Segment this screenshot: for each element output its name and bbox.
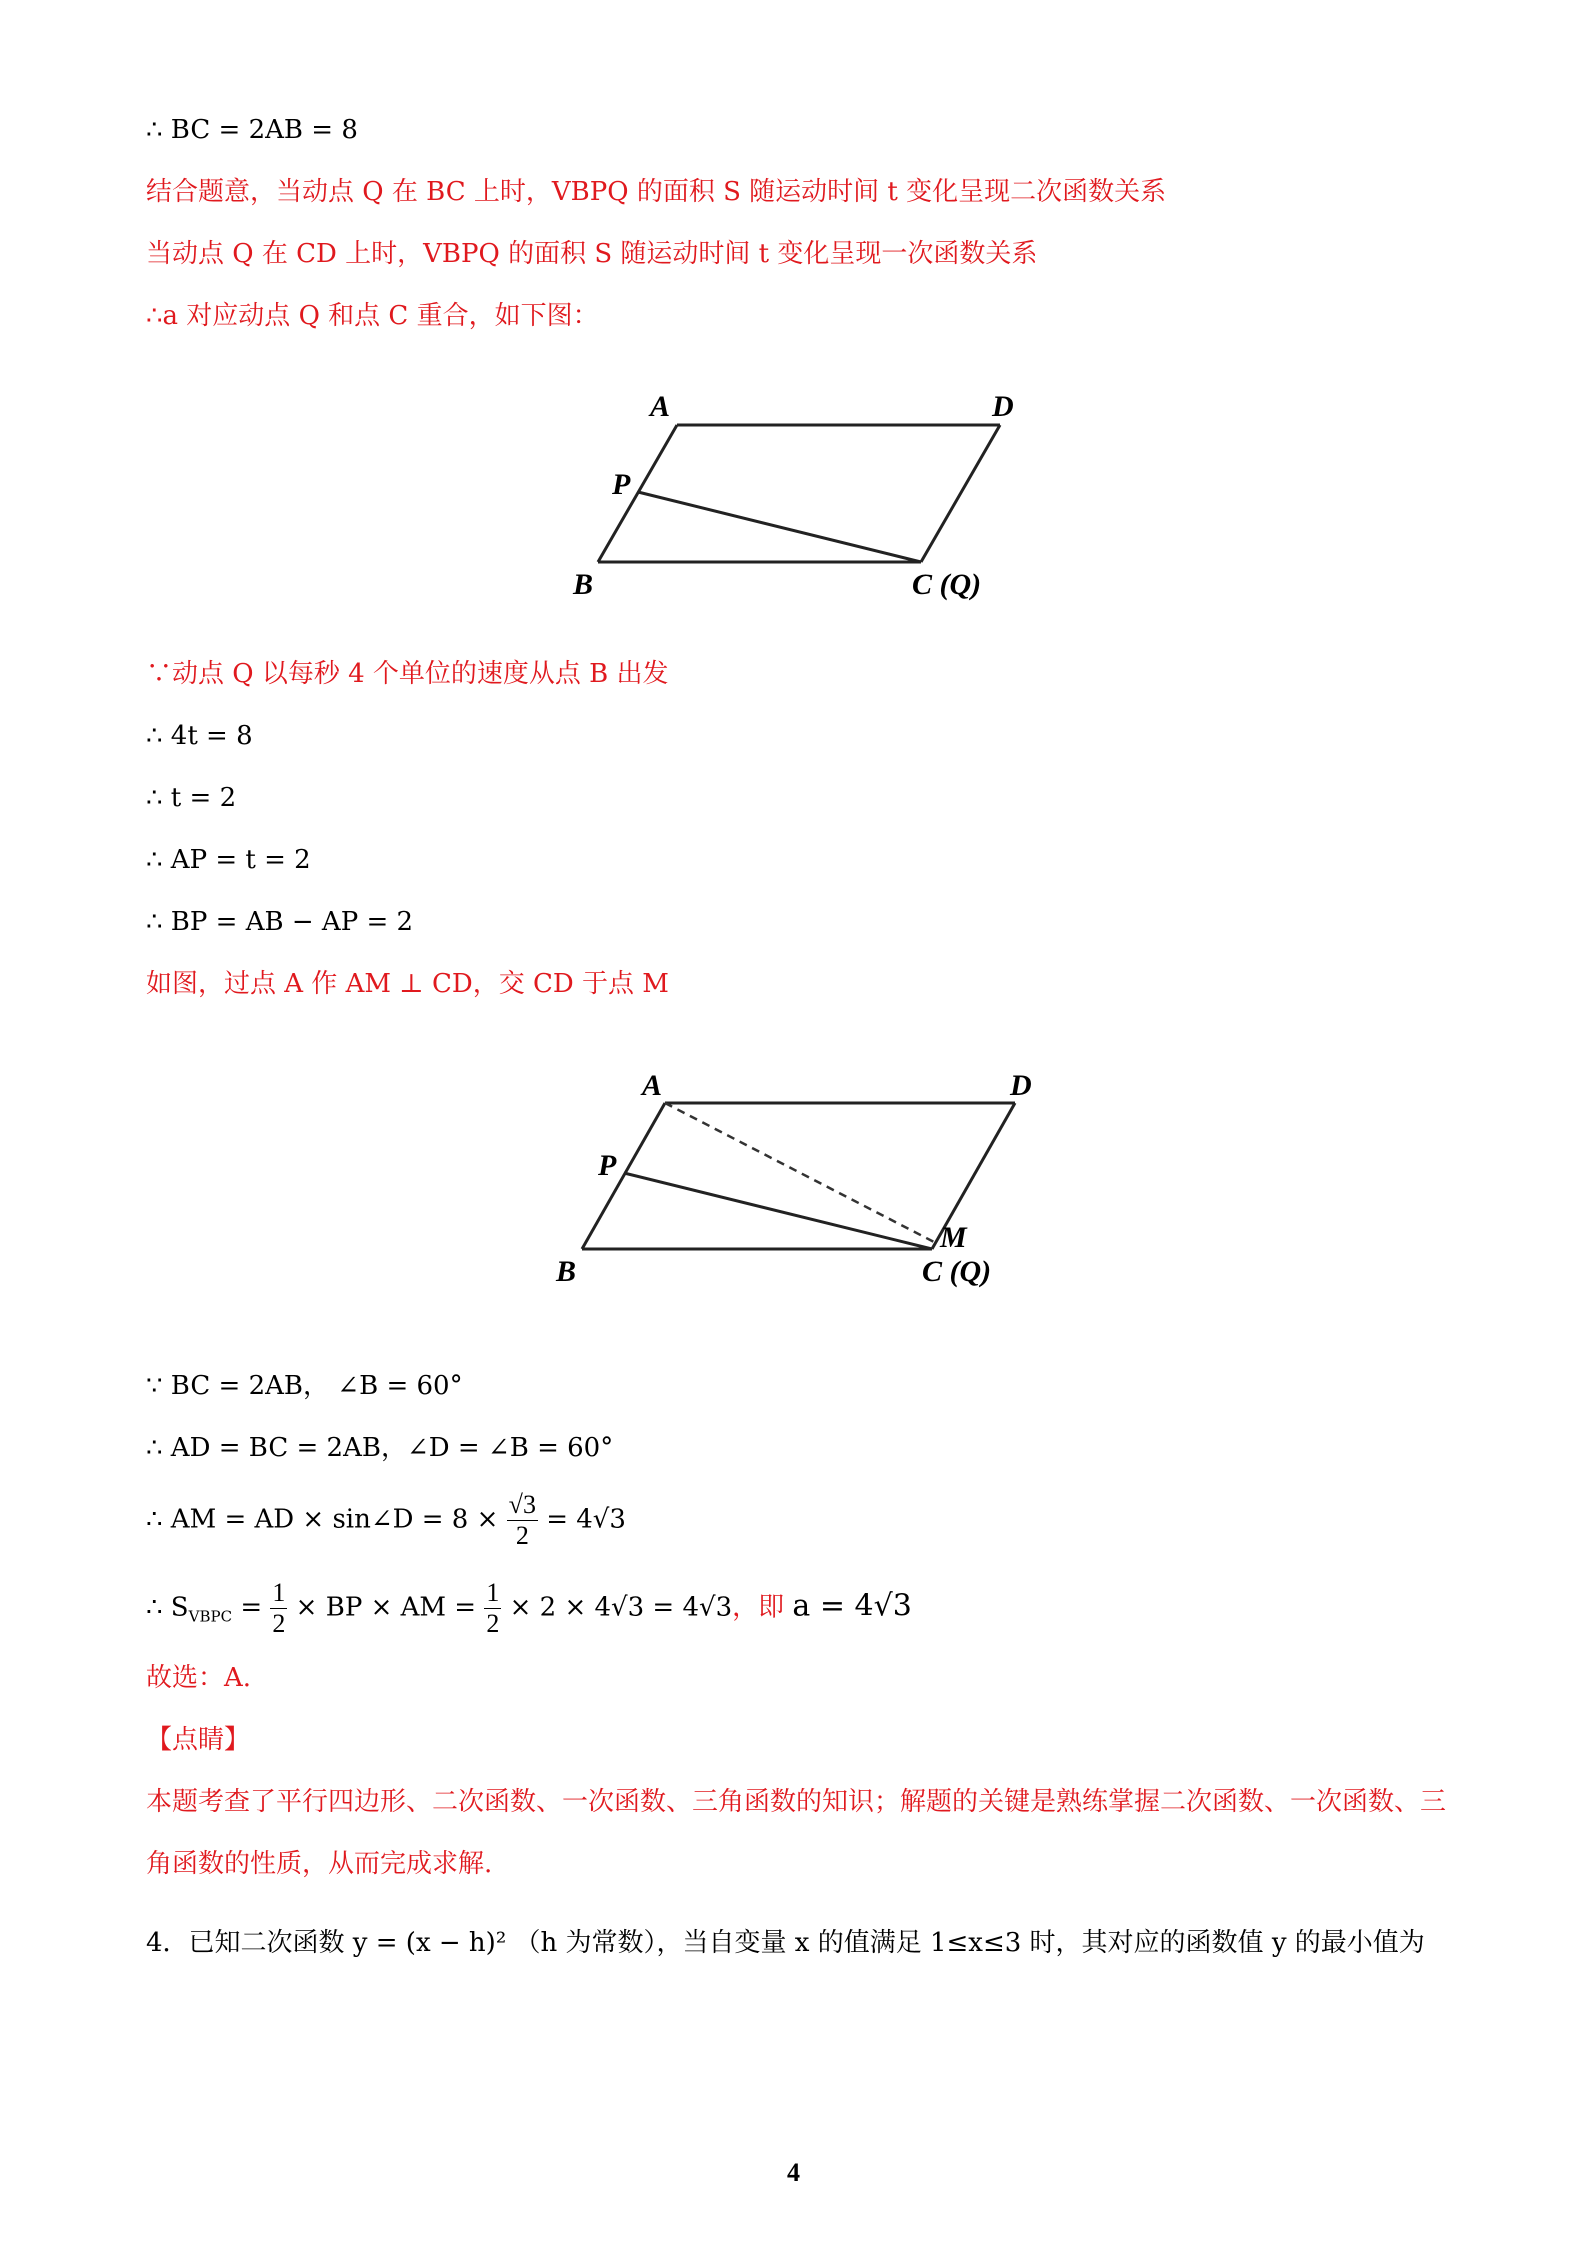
line-answer-choice: 故选：A.	[146, 1663, 252, 1693]
label-cq: C (Q)	[912, 568, 982, 601]
line-ad-angle-d: ∴ AD = BC = 2AB，∠D = ∠B = 60°	[146, 1433, 614, 1463]
line-draw-am: 如图，过点 A 作 AM ⊥ CD，交 CD 于点 M	[146, 969, 669, 999]
fraction-one-half-a	[270, 1578, 287, 1639]
edge-ab	[582, 1103, 665, 1249]
label-b: B	[556, 1255, 577, 1288]
label-p: P	[612, 468, 631, 501]
label-d: D	[992, 390, 1014, 423]
line-am-value	[146, 1490, 626, 1551]
label-d: D	[1010, 1069, 1032, 1102]
label-b: B	[573, 568, 594, 601]
line-4t-8: ∴ 4t = 8	[146, 721, 253, 751]
segment-am-dashed	[665, 1103, 936, 1243]
line-q-on-bc: 结合题意，当动点 Q 在 BC 上时，VBPQ 的面积 S 随运动时间 t 变化呈现二次函数关系	[146, 177, 1167, 207]
question-4-text: 4．已知二次函数 y = (x − h)² （h 为常数），当自变量 x 的值满足 1≤x≤3 时，其对应的函数值 y 的最小值为	[146, 1928, 1425, 1958]
parallelogram-figure-2	[550, 1055, 1040, 1295]
area-end: × 2 × 4√3 = 4√3	[509, 1592, 733, 1623]
fraction-denominator: 2	[272, 1609, 286, 1638]
am-result: = 4√3	[546, 1504, 626, 1535]
label-a: A	[642, 1069, 663, 1102]
area-red-connector: ，即	[732, 1592, 785, 1623]
label-a: A	[650, 390, 671, 423]
parallelogram-figure-1	[560, 380, 1040, 610]
area-answer: a = 4√3	[792, 1588, 912, 1624]
label-cq: C (Q)	[922, 1255, 992, 1288]
fraction-numerator: 1	[272, 1578, 286, 1607]
area-mid: × BP × AM =	[295, 1592, 477, 1623]
line-bc-equals-2ab: ∴ BC = 2AB = 8	[146, 115, 358, 145]
line-q-on-cd: 当动点 Q 在 CD 上时，VBPQ 的面积 S 随运动时间 t 变化呈现一次函数关系	[146, 239, 1038, 269]
segment-pc	[624, 1173, 932, 1249]
am-prefix: ∴ AM = AD × sin∠D = 8 ×	[146, 1504, 499, 1535]
label-m: M	[940, 1221, 967, 1254]
line-bp-2: ∴ BP = AB − AP = 2	[146, 907, 414, 937]
fraction-denominator: 2	[515, 1521, 529, 1550]
label-p: P	[598, 1149, 617, 1182]
fraction-one-half-b	[484, 1578, 501, 1639]
line-dianjing-heading: 【点睛】	[146, 1725, 251, 1755]
area-eq: =	[240, 1592, 263, 1623]
fraction-sqrt3-over-2	[507, 1490, 538, 1551]
fraction-numerator: 1	[486, 1578, 500, 1607]
edge-ab	[598, 425, 677, 562]
page-number: 4	[787, 2158, 800, 2187]
line-t-2: ∴ t = 2	[146, 783, 237, 813]
line-area-bpc	[146, 1578, 912, 1639]
fraction-numerator: √3	[508, 1490, 536, 1519]
line-ap-2: ∴ AP = t = 2	[146, 845, 311, 875]
line-summary: 本题考查了平行四边形、二次函数、一次函数、三角函数的知识；解题的关键是熟练掌握二次函数、一次函数、三角函数的性质，从而完成求解.	[146, 1787, 1447, 1879]
line-a-corresponds: ∴a 对应动点 Q 和点 C 重合，如下图：	[146, 301, 599, 331]
segment-pc	[638, 492, 921, 562]
line-bc-angle-b: ∵ BC = 2AB， ∠B = 60°	[146, 1371, 463, 1401]
line-q-speed: ∵动点 Q 以每秒 4 个单位的速度从点 B 出发	[146, 659, 669, 689]
fraction-denominator: 2	[486, 1609, 500, 1638]
area-prefix: ∴ S	[146, 1592, 189, 1623]
area-subscript: VBPC	[188, 1607, 233, 1626]
edge-dc	[921, 425, 1000, 562]
